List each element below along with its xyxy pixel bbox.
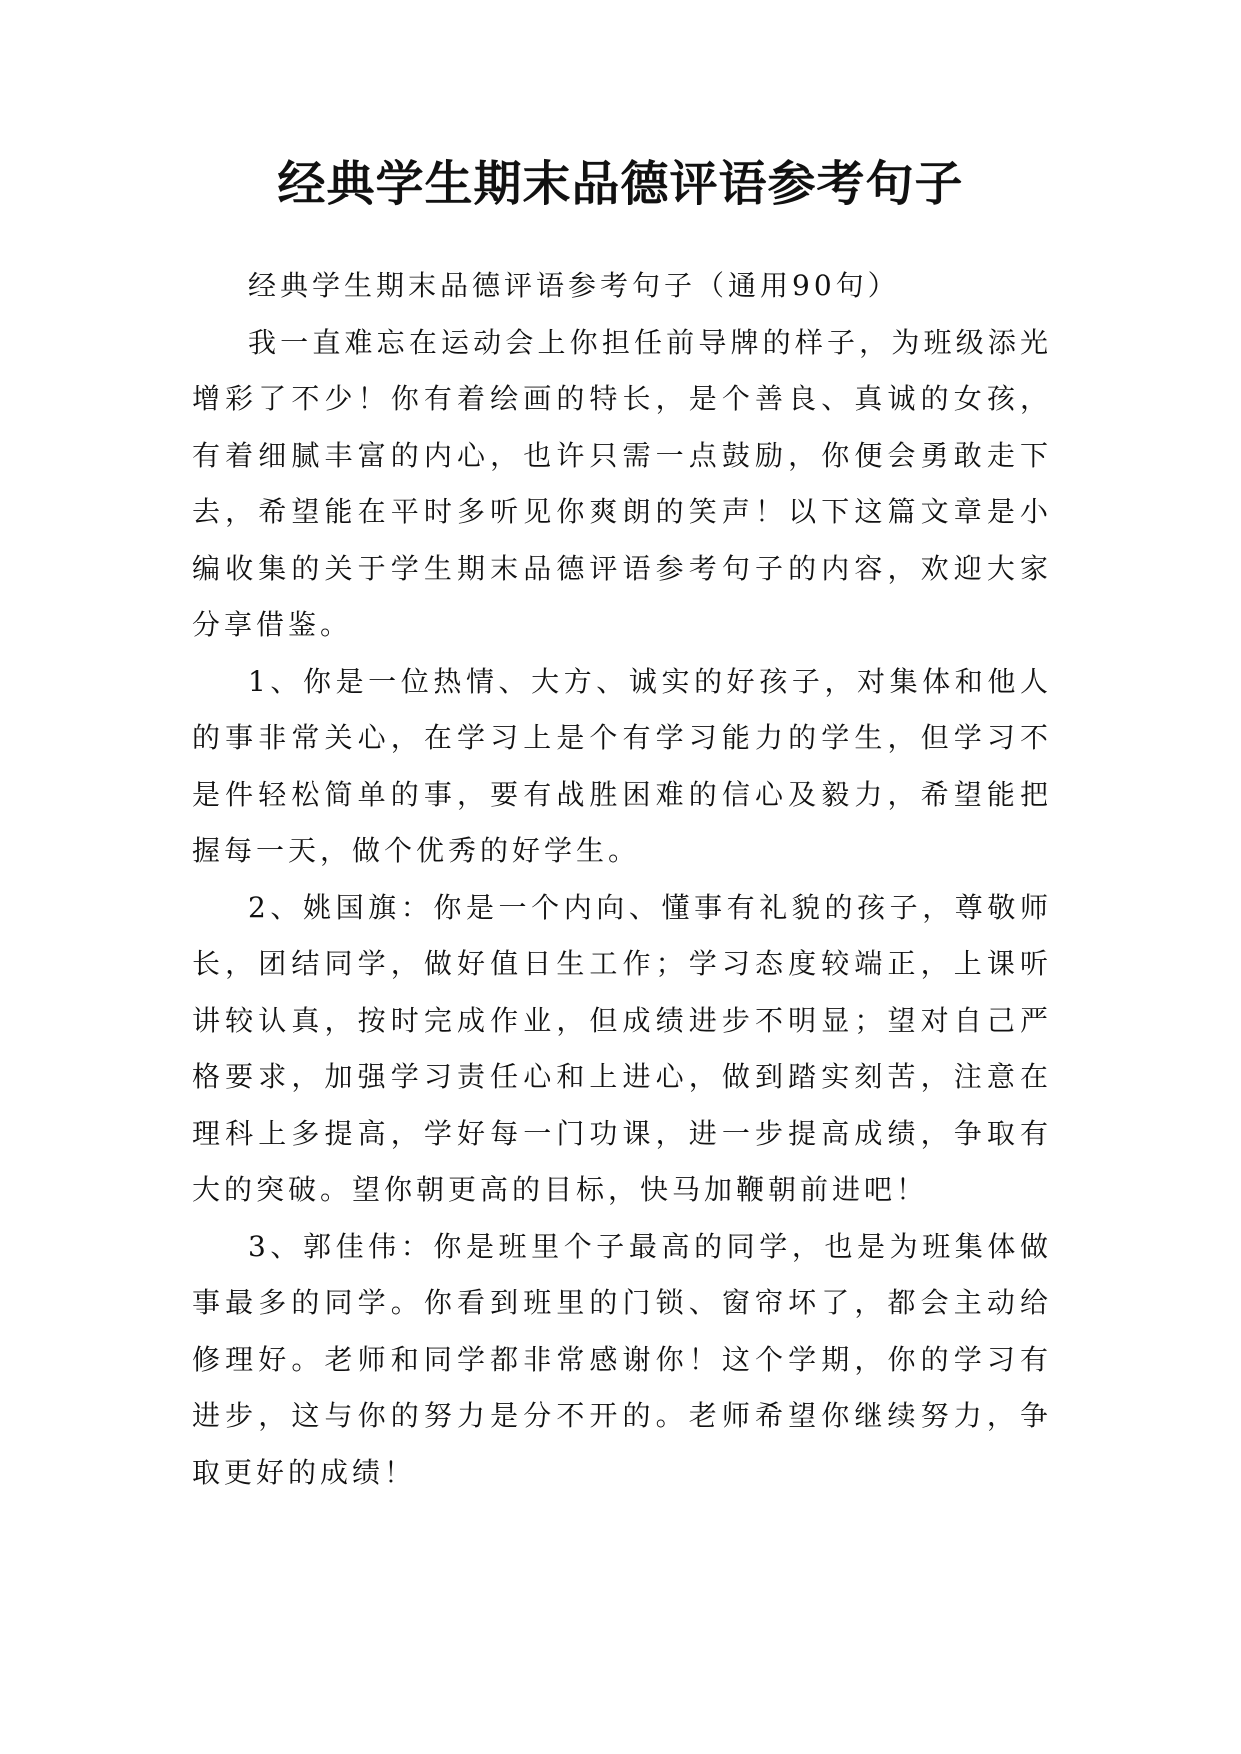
intro-paragraph: 我一直难忘在运动会上你担任前导牌的样子，为班级添光增彩了不少！你有着绘画的特长，是个善良、真诚的女孩，有着细腻丰富的内心，也许只需一点鼓励，你便会勇敢走下去，希望能在平时多听见你爽朗的笑声！以下这篇文章是小编收集的关于学生期末品德评语参考句子的内容，欢迎大家分享借鉴。	[192, 325, 1052, 641]
document-title: 经典学生期末品德评语参考句子	[277, 156, 964, 212]
comment-paragraph-3: 3、郭佳伟：你是班里个子最高的同学，也是为班集体做事最多的同学。你看到班里的门锁、窗帘坏了，都会主动给修理好。老师和同学都非常感谢你！这个学期，你的学习有进步，这与你的努力是分不开的。老师希望你继续努力，争取更好的成绩！	[192, 1229, 1052, 1489]
document-body	[192, 258, 1052, 1501]
subtitle-paragraph: 经典学生期末品德评语参考句子（通用90句）	[248, 269, 900, 302]
comment-paragraph-2: 2、姚国旗：你是一个内向、懂事有礼貌的孩子，尊敬师长，团结同学，做好值日生工作；学习态度较端正，上课听讲较认真，按时完成作业，但成绩进步不明显；望对自己严格要求，加强学习责任心和上进心，做到踏实刻苦，注意在理科上多提高，学好每一门功课，进一步提高成绩，争取有大的突破。望你朝更高的目标，快马加鞭朝前进吧！	[192, 890, 1052, 1206]
comment-paragraph-1: 1、你是一位热情、大方、诚实的好孩子，对集体和他人的事非常关心，在学习上是个有学习能力的学生，但学习不是件轻松简单的事，要有战胜困难的信心及毅力，希望能把握每一天，做个优秀的好学生。	[192, 664, 1052, 867]
